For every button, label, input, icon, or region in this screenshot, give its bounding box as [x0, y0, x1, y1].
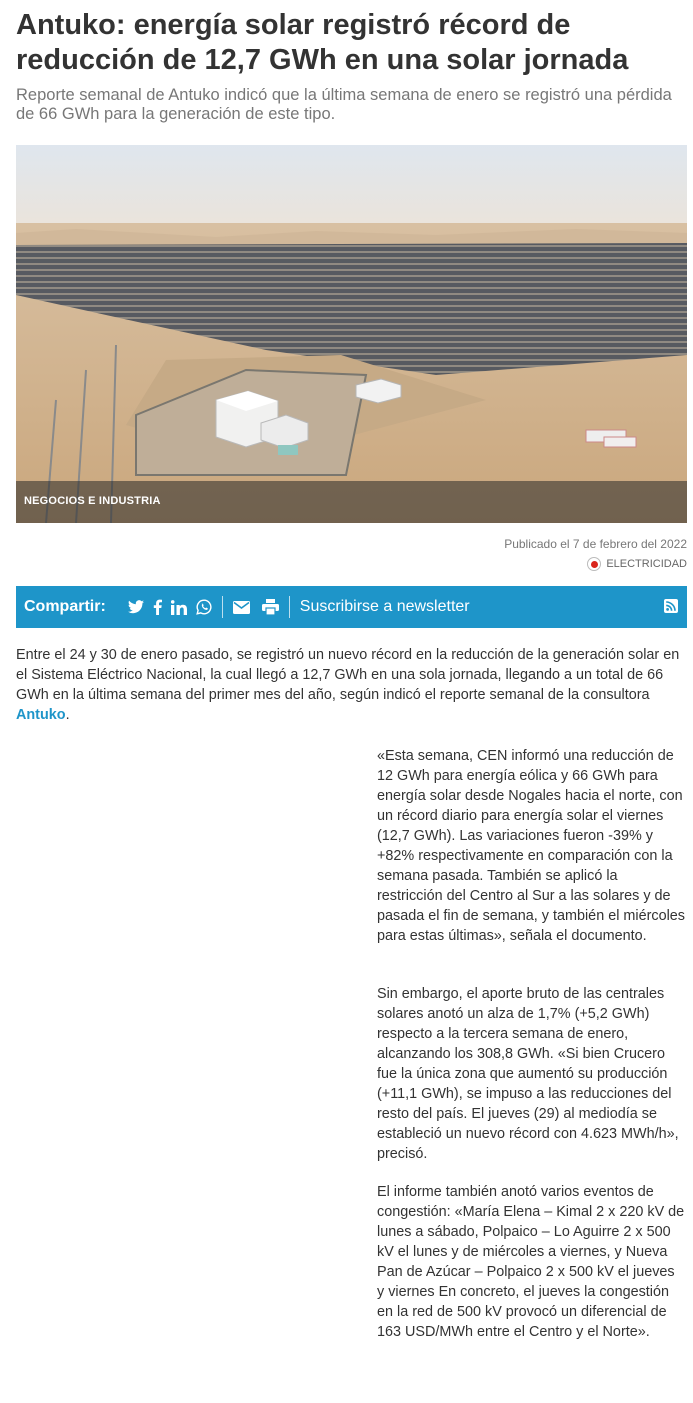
- share-label: Compartir:: [24, 598, 106, 615]
- intro-end: .: [65, 707, 70, 723]
- whatsapp-icon[interactable]: [196, 597, 212, 617]
- rss-icon[interactable]: [664, 599, 678, 618]
- section-tag-label: ELECTRICIDAD: [606, 558, 687, 570]
- share-bar: [16, 586, 687, 628]
- category-label[interactable]: NEGOCIOS E INDUSTRIA: [24, 495, 161, 507]
- newsletter-link[interactable]: Suscribirse a newsletter: [299, 598, 470, 615]
- article-paragraph: Sin embargo, el aporte bruto de las centrales solares anotó un alza de 1,7% (+5,2 GWh) respecto a la tercera semana de enero, alcanzando los 308,8 GWh. «Si bien Crucero fue la única zona que aumentó su producción (+11,1 GWh), se impuso a las reducciones del resto del país. El jueves (29) al mediodía se estableció un nuevo récord con 4.623 MWh/h», precisó.: [377, 986, 679, 1162]
- intro-text: Entre el 24 y 30 de enero pasado, se registró un nuevo récord en la reducción de la generación solar en el Sistema Eléctrico Nacional, la cual llegó a 12,7 GWh en una sola jornada, llegando a un total de 66 GWh en la última semana del primer mes del año, según indicó el reporte semanal de la consultora: [16, 647, 680, 703]
- twitter-icon[interactable]: [128, 597, 144, 617]
- solar-plant-photo: [16, 145, 687, 523]
- antuko-link[interactable]: Antuko: [16, 707, 66, 723]
- print-icon[interactable]: [262, 599, 279, 615]
- publish-date: Publicado el 7 de febrero del 2022: [504, 537, 687, 551]
- article-paragraph: El informe también anotó varios eventos de congestión: «María Elena – Kimal 2 x 220 kV de lunes a sábado, Polpaico – Lo Aguirre 2 x 500 kV el lunes y de miércoles a viernes, y Nueva Pan de Azúcar – Polpaico 2 x 500 kV el jueves y viernes En concreto, el jueves la congestión en la red de 500 kV provocó un diferencial de 163 USD/MWh entre el Centro y el Norte».: [377, 1184, 685, 1340]
- article-intro: [16, 645, 687, 725]
- category-bar: [16, 481, 687, 523]
- share-icons: [128, 597, 212, 617]
- divider: [289, 596, 290, 618]
- divider: [222, 596, 223, 618]
- linkedin-icon[interactable]: [171, 597, 187, 617]
- article-paragraph: «Esta semana, CEN informó una reducción de 12 GWh para energía eólica y 66 GWh para energía solar desde Nogales hacia el norte, con un récord diario para energía solar el viernes (12,7 GWh). Las variaciones fueron -39% y +82% respectivamente en comparación con la semana pasada. También se aplicó la restricción del Centro al Sur a las solares y de pasada el fin de semana, y también el miércoles para estas últimas», señala el documento.: [377, 748, 685, 944]
- email-icon[interactable]: [233, 601, 250, 614]
- target-icon: [587, 557, 601, 571]
- article-title: Antuko: energía solar registró récord de reducción de 12,7 GWh en una solar jornada: [16, 9, 629, 76]
- hero-image: [16, 145, 687, 523]
- facebook-icon[interactable]: [153, 597, 162, 617]
- section-tag[interactable]: [587, 555, 687, 573]
- article-subtitle: Reporte semanal de Antuko indicó que la última semana de enero se registró una pérdida de 66 GWh para la generación de este tipo.: [16, 86, 672, 123]
